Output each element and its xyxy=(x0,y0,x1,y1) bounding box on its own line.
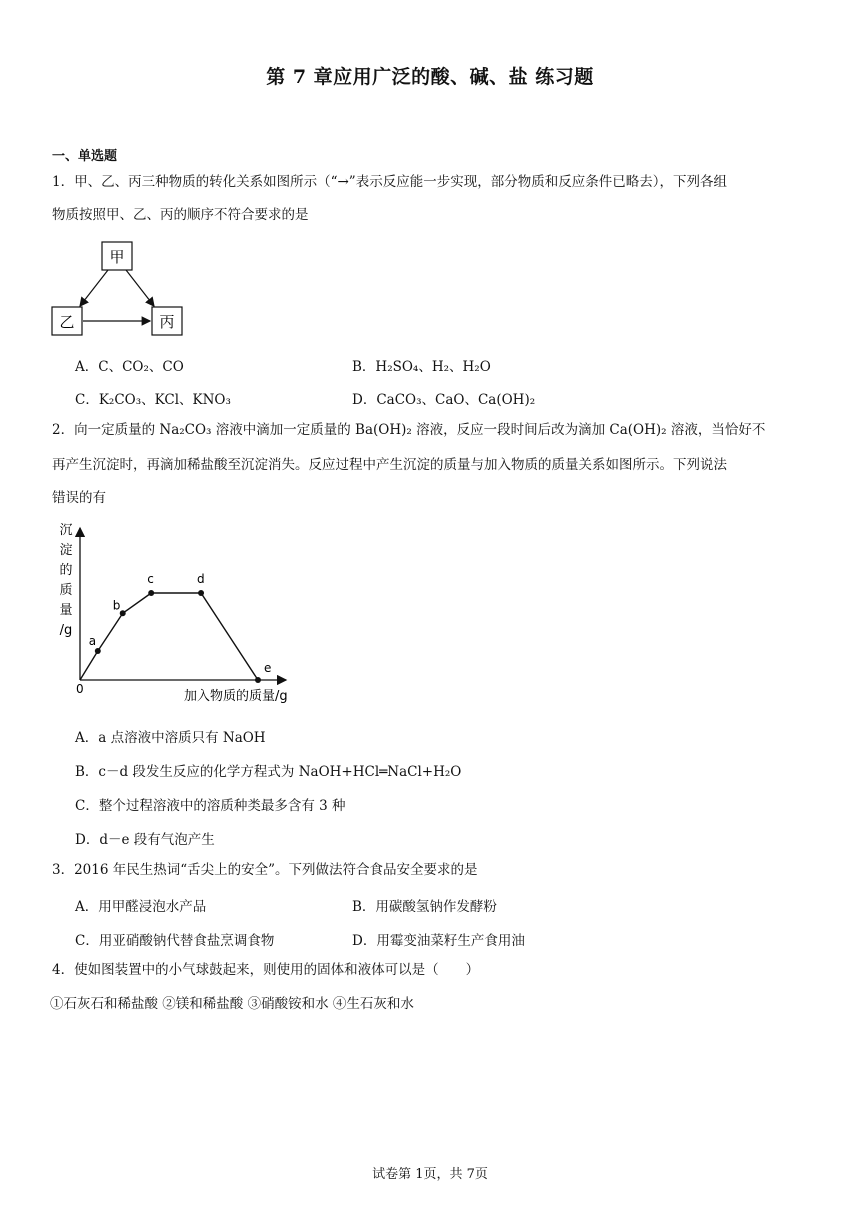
origin-label: 0 xyxy=(76,682,84,696)
q2-precipitate-chart xyxy=(52,518,312,708)
q3-option-a: A．用甲醛浸泡水产品 xyxy=(75,899,207,915)
label-yi: 乙 xyxy=(59,313,75,331)
arrow-jia-bing xyxy=(126,270,154,306)
q1-conversion-diagram xyxy=(50,240,190,340)
arrow-jia-yi xyxy=(80,270,108,306)
q4-stem: 4．使如图装置中的小气球鼓起来，则使用的固体和液体可以是（ ） xyxy=(52,962,480,978)
q2-option-b: B．c－d 段发生反应的化学方程式为 NaOH+HCl═NaCl+H₂O xyxy=(75,764,462,780)
x-axis-label: 加入物质的质量/g xyxy=(184,689,288,704)
point-label-c: c xyxy=(147,572,154,586)
q4-choices: ①石灰石和稀盐酸 ②镁和稀盐酸 ③硝酸铵和水 ④生石灰和水 xyxy=(50,996,414,1012)
q3-option-d: D．用霉变油菜籽生产食用油 xyxy=(352,933,525,949)
q3-option-b: B．用碳酸氢钠作发酵粉 xyxy=(352,899,497,915)
point-d xyxy=(198,590,204,596)
point-c xyxy=(148,590,154,596)
point-label-e: e xyxy=(264,661,272,675)
q2-stem-line1: 2．向一定质量的 Na₂CO₃ 溶液中滴加一定质量的 Ba(OH)₂ 溶液，反应一段时间后改为滴加 Ca(OH)₂ 溶液，当恰好不 xyxy=(52,422,766,438)
label-jia: 甲 xyxy=(109,248,125,266)
section-heading: 一、单选题 xyxy=(52,149,118,164)
point-label-a: a xyxy=(88,634,97,648)
point-label-b: b xyxy=(112,598,121,613)
point-label-d: d xyxy=(197,572,205,586)
q1-stem-line2: 物质按照甲、乙、丙的顺序不符合要求的是 xyxy=(52,207,309,223)
q3-stem: 3．2016 年民生热词“舌尖上的安全”。下列做法符合食品安全要求的是 xyxy=(52,862,478,878)
q1-option-a: A．C、CO₂、CO xyxy=(75,359,184,375)
page-title: 第 7 章应用广泛的酸、碱、盐 练习题 xyxy=(266,66,594,88)
q1-option-c: C．K₂CO₃、KCl、KNO₃ xyxy=(75,392,231,408)
q1-option-b: B．H₂SO₄、H₂、H₂O xyxy=(352,359,491,375)
precipitate-line xyxy=(80,593,258,680)
q2-stem-line3: 错误的有 xyxy=(52,490,106,506)
y-axis-label: 沉淀的质量/g xyxy=(59,523,73,638)
point-a xyxy=(95,648,101,654)
q2-option-c: C．整个过程溶液中的溶质种类最多含有 3 种 xyxy=(75,798,346,814)
point-e xyxy=(255,677,261,683)
label-bing: 丙 xyxy=(159,313,175,331)
chart-series xyxy=(80,572,271,683)
q2-option-d: D．d－e 段有气泡产生 xyxy=(75,832,215,848)
q2-option-a: A．a 点溶液中溶质只有 NaOH xyxy=(75,730,266,746)
q2-stem-line2: 再产生沉淀时，再滴加稀盐酸至沉淀消失。反应过程中产生沉淀的质量与加入物质的质量关系如图所示。下列说法 xyxy=(52,457,727,473)
point-b xyxy=(120,610,126,616)
q1-stem-line1: 1．甲、乙、丙三种物质的转化关系如图所示（“→”表示反应能一步实现，部分物质和反应条件已略去），下列各组 xyxy=(52,174,727,190)
page-footer: 试卷第 1页，共 7页 xyxy=(372,1167,488,1182)
q3-option-c: C．用亚硝酸钠代替食盐烹调食物 xyxy=(75,933,275,949)
q1-option-d: D．CaCO₃、CaO、Ca(OH)₂ xyxy=(352,392,536,408)
